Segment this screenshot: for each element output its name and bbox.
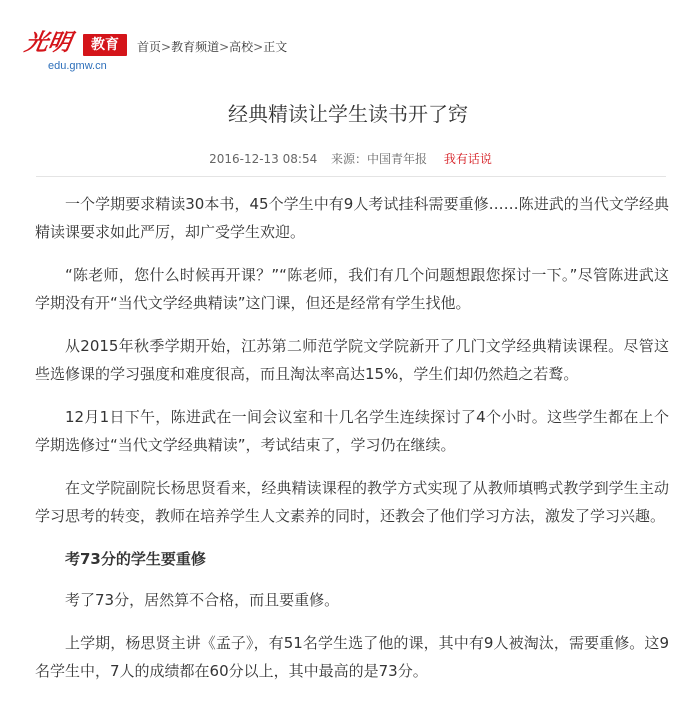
paragraph: 在文学院副院长杨思贤看来，经典精读课程的教学方式实现了从教师填鸭式教学到学生主动学习思考的转变，教师在培养学生人文素养的同时，还教会了他们学习方法，激发了学习兴趣。 bbox=[35, 479, 669, 525]
title-divider bbox=[36, 176, 666, 177]
breadcrumb-education-channel[interactable]: 教育频道 bbox=[171, 40, 220, 54]
paragraph: 考了73分，居然算不合格，而且要重修。 bbox=[65, 591, 340, 609]
paragraph: 上学期，杨思贤主讲《孟子》，有51名学生选了他的课，其中有9人被淘汰，需要重修。这9名学生中，7人的成绩都在60分以上，其中最高的是73分。 bbox=[35, 634, 669, 680]
logo-badge: 教育 bbox=[83, 34, 127, 56]
comment-link[interactable]: 我有话说 bbox=[443, 152, 492, 166]
breadcrumb-current: 正文 bbox=[263, 40, 288, 54]
breadcrumb-separator: > bbox=[219, 40, 230, 54]
article-title: 经典精读让学生读书开了窍 bbox=[228, 104, 468, 126]
paragraph: 从2015年秋季学期开始，江苏第二师范学院文学院新开了几门文学经典精读课程。尽管这些选修课的学习强度和难度很高，而且淘汰率高达15%，学生们却仍然趋之若鹜。 bbox=[35, 337, 669, 383]
article-source: 来源：中国青年报 bbox=[331, 152, 428, 166]
breadcrumb-university[interactable]: 高校 bbox=[229, 40, 254, 54]
paragraph: “陈老师，您什么时候再开课？”“陈老师，我们有几个问题想跟您探讨一下。”尽管陈进武这学期没有开“当代文学经典精读”这门课，但还是经常有学生找他。 bbox=[35, 266, 669, 312]
article-body bbox=[35, 190, 669, 700]
logo-script-text: 光明 bbox=[22, 29, 74, 56]
paragraph: 一个学期要求精读30本书，45个学生中有9人考试挂科需要重修……陈进武的当代文学经典精读课要求如此严厉，却广受学生欢迎。 bbox=[35, 195, 669, 241]
paragraph: 12月1日下午，陈进武在一间会议室和十几名学生连续探讨了4个小时。这些学生都在上个学期选修过“当代文学经典精读”，考试结束了，学习仍在继续。 bbox=[35, 408, 669, 454]
section-subheading: 考73分的学生要重修 bbox=[65, 550, 206, 568]
site-header bbox=[0, 0, 696, 78]
article-meta bbox=[0, 150, 696, 168]
logo-domain: edu.gmw.cn bbox=[48, 60, 107, 72]
breadcrumb-separator: > bbox=[161, 40, 172, 54]
breadcrumb-home[interactable]: 首页 bbox=[137, 40, 162, 54]
breadcrumb-separator: > bbox=[253, 40, 264, 54]
publish-date: 2016-12-13 08:54 bbox=[209, 152, 318, 166]
breadcrumb bbox=[137, 39, 287, 55]
site-logo[interactable] bbox=[22, 30, 130, 74]
